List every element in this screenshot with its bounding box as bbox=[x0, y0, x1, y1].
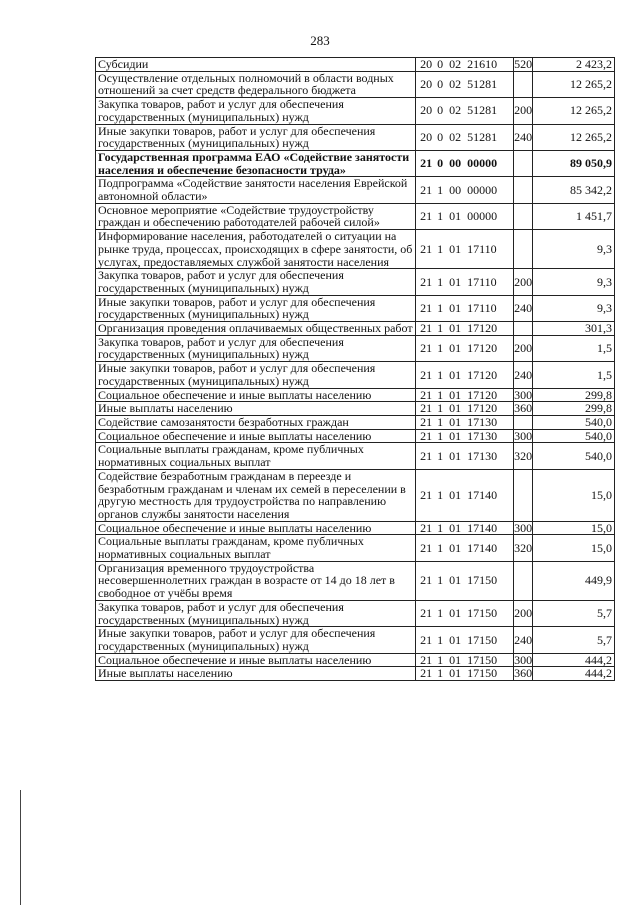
row-expense-type: 240 bbox=[514, 627, 533, 653]
row-name: Закупка товаров, работ и услуг для обеспечения государственных (муниципальных) нужд bbox=[96, 600, 416, 626]
row-name: Организация проведения оплачиваемых общественных работ bbox=[96, 322, 416, 336]
code-direction: 17110 bbox=[467, 301, 497, 315]
code-event: 01 bbox=[449, 341, 462, 356]
code-event: 01 bbox=[449, 367, 462, 382]
code-program: 21 bbox=[420, 666, 433, 681]
row-amount: 301,3 bbox=[533, 322, 615, 336]
row-name: Иные выплаты населению bbox=[96, 667, 416, 681]
code-program: 21 bbox=[420, 487, 433, 502]
code-event: 01 bbox=[449, 387, 462, 402]
code-subprogram: 1 bbox=[437, 448, 444, 463]
row-name: Информирование населения, работодателей о ситуации на рынке труда, процессах, происходящих в сфере занятости, об услугах, предоставляемых службой занятости населения bbox=[96, 230, 416, 269]
table-row bbox=[96, 71, 615, 97]
row-expense-type bbox=[514, 150, 533, 176]
row-amount: 444,2 bbox=[533, 653, 615, 667]
code-event: 01 bbox=[449, 632, 462, 647]
table-row bbox=[96, 269, 615, 295]
row-amount: 15,0 bbox=[533, 535, 615, 561]
code-subprogram: 1 bbox=[437, 428, 444, 443]
code-direction: 17130 bbox=[467, 448, 498, 463]
page-number: 283 bbox=[310, 33, 330, 48]
row-expense-type bbox=[514, 71, 533, 97]
row-amount: 540,0 bbox=[533, 429, 615, 443]
row-code bbox=[416, 388, 514, 402]
code-event: 02 bbox=[449, 77, 462, 92]
table-row bbox=[96, 124, 615, 150]
row-name: Социальное обеспечение и иные выплаты населению bbox=[96, 429, 416, 443]
code-direction: 00000 bbox=[467, 209, 498, 224]
code-subprogram: 0 bbox=[437, 57, 444, 71]
row-code bbox=[416, 443, 514, 469]
row-name: Закупка товаров, работ и услуг для обеспечения государственных (муниципальных) нужд bbox=[96, 335, 416, 361]
table-row bbox=[96, 362, 615, 388]
table-row bbox=[96, 203, 615, 229]
row-code bbox=[416, 150, 514, 176]
row-expense-type bbox=[514, 230, 533, 269]
table-row bbox=[96, 402, 615, 416]
row-code bbox=[416, 429, 514, 443]
row-code bbox=[416, 667, 514, 681]
code-event: 01 bbox=[449, 573, 462, 588]
row-code bbox=[416, 177, 514, 203]
table-row bbox=[96, 177, 615, 203]
code-event: 02 bbox=[449, 57, 462, 71]
row-name: Содействие безработным гражданам в переезде и безработным гражданам и членам их семей в переселении в другую местность для трудоустройства по направлению органов службы занятости населения bbox=[96, 469, 416, 521]
code-direction: 17140 bbox=[467, 520, 498, 535]
row-expense-type: 300 bbox=[514, 652, 533, 667]
row-code bbox=[416, 71, 514, 97]
row-amount: 12 265,2 bbox=[533, 71, 615, 97]
table-row bbox=[96, 429, 615, 443]
code-program: 21 bbox=[420, 448, 433, 463]
row-expense-type: 240 bbox=[514, 362, 533, 388]
row-name: Социальное обеспечение и иные выплаты населению bbox=[96, 388, 416, 402]
row-code bbox=[416, 627, 514, 653]
row-expense-type: 300 bbox=[514, 520, 533, 535]
code-subprogram: 1 bbox=[437, 573, 444, 588]
code-program: 21 bbox=[420, 182, 433, 197]
row-code bbox=[416, 269, 514, 295]
code-direction: 17150 bbox=[467, 666, 498, 681]
row-name: Социальное обеспечение и иные выплаты населению bbox=[96, 653, 416, 667]
code-program: 21 bbox=[420, 632, 433, 647]
code-subprogram: 1 bbox=[437, 666, 444, 681]
row-amount: 9,3 bbox=[533, 295, 615, 321]
code-direction: 51281 bbox=[467, 77, 498, 92]
code-program: 21 bbox=[420, 387, 433, 402]
row-amount: 540,0 bbox=[533, 415, 615, 429]
row-expense-type: 320 bbox=[514, 535, 533, 561]
row-expense-type: 240 bbox=[514, 295, 533, 321]
code-subprogram: 1 bbox=[437, 632, 444, 647]
row-name: Социальное обеспечение и иные выплаты населению bbox=[96, 521, 416, 535]
table-row bbox=[96, 322, 615, 336]
row-amount: 15,0 bbox=[533, 521, 615, 535]
row-name: Организация временного трудоустройства несовершеннолетних граждан в возрасте от 14 до 18 лет в свободное от учёбы время bbox=[96, 561, 416, 600]
code-direction: 17120 bbox=[467, 367, 498, 382]
code-program: 21 bbox=[420, 321, 433, 336]
row-expense-type: 300 bbox=[514, 387, 533, 402]
code-event: 01 bbox=[449, 448, 462, 463]
code-event: 02 bbox=[449, 103, 462, 118]
row-expense-type: 360 bbox=[514, 666, 533, 681]
code-program: 21 bbox=[420, 652, 433, 667]
code-subprogram: 1 bbox=[437, 414, 444, 429]
code-program: 21 bbox=[420, 540, 433, 555]
code-event: 01 bbox=[449, 666, 462, 681]
code-subprogram: 1 bbox=[437, 367, 444, 382]
code-event: 01 bbox=[449, 241, 462, 256]
table-row bbox=[96, 600, 615, 626]
row-expense-type: 320 bbox=[514, 443, 533, 469]
row-amount: 299,8 bbox=[533, 388, 615, 402]
code-direction: 17110 bbox=[467, 241, 497, 256]
code-event: 01 bbox=[449, 428, 462, 443]
code-program: 21 bbox=[420, 274, 433, 289]
row-code bbox=[416, 535, 514, 561]
table-row bbox=[96, 535, 615, 561]
code-direction: 17120 bbox=[467, 321, 498, 336]
code-direction: 17120 bbox=[467, 387, 498, 402]
row-code bbox=[416, 402, 514, 416]
table-row bbox=[96, 335, 615, 361]
code-subprogram: 1 bbox=[437, 652, 444, 667]
row-code bbox=[416, 521, 514, 535]
row-name: Подпрограмма «Содействие занятости населения Еврейской автономной области» bbox=[96, 177, 416, 203]
row-code bbox=[416, 600, 514, 626]
row-name: Иные закупки товаров, работ и услуг для обеспечения государственных (муниципальных) нужд bbox=[96, 627, 416, 653]
code-direction: 17150 bbox=[467, 606, 498, 621]
table-row bbox=[96, 58, 615, 72]
code-program: 20 bbox=[420, 103, 433, 118]
table-row bbox=[96, 150, 615, 176]
row-amount: 2 423,2 bbox=[533, 58, 615, 72]
row-code bbox=[416, 653, 514, 667]
code-direction: 17110 bbox=[467, 274, 497, 289]
code-direction: 00000 bbox=[467, 156, 498, 171]
code-program: 21 bbox=[420, 209, 433, 224]
table-row bbox=[96, 469, 615, 521]
table-row bbox=[96, 388, 615, 402]
budget-table bbox=[95, 57, 615, 681]
code-subprogram: 1 bbox=[437, 487, 444, 502]
row-code bbox=[416, 203, 514, 229]
code-subprogram: 1 bbox=[437, 301, 444, 315]
code-direction: 17150 bbox=[467, 632, 498, 647]
row-expense-type: 520 bbox=[514, 57, 533, 71]
row-amount: 9,3 bbox=[533, 230, 615, 269]
code-subprogram: 1 bbox=[437, 321, 444, 336]
code-event: 01 bbox=[449, 401, 462, 416]
code-event: 01 bbox=[449, 487, 462, 502]
row-code bbox=[416, 98, 514, 124]
code-subprogram: 1 bbox=[437, 274, 444, 289]
table-row bbox=[96, 295, 615, 321]
code-program: 20 bbox=[420, 129, 433, 144]
code-event: 01 bbox=[449, 540, 462, 555]
code-subprogram: 1 bbox=[437, 241, 444, 256]
table-row bbox=[96, 98, 615, 124]
code-program: 21 bbox=[420, 414, 433, 429]
code-subprogram: 1 bbox=[437, 209, 444, 224]
code-program: 21 bbox=[420, 341, 433, 356]
row-expense-type: 300 bbox=[514, 428, 533, 443]
row-amount: 444,2 bbox=[533, 667, 615, 681]
code-program: 21 bbox=[420, 573, 433, 588]
code-direction: 17150 bbox=[467, 573, 498, 588]
code-subprogram: 0 bbox=[437, 129, 444, 144]
row-code bbox=[416, 362, 514, 388]
row-name: Иные закупки товаров, работ и услуг для обеспечения государственных (муниципальных) нужд bbox=[96, 295, 416, 321]
row-code bbox=[416, 561, 514, 600]
row-code bbox=[416, 58, 514, 72]
code-event: 01 bbox=[449, 274, 462, 289]
margin-line bbox=[20, 790, 21, 905]
code-event: 00 bbox=[449, 182, 462, 197]
row-expense-type: 200 bbox=[514, 98, 533, 124]
code-subprogram: 1 bbox=[437, 182, 444, 197]
row-name: Иные закупки товаров, работ и услуг для обеспечения государственных (муниципальных) нужд bbox=[96, 124, 416, 150]
row-amount: 89 050,9 bbox=[533, 150, 615, 176]
code-program: 21 bbox=[420, 156, 433, 171]
code-subprogram: 1 bbox=[437, 341, 444, 356]
row-code bbox=[416, 124, 514, 150]
row-amount: 5,7 bbox=[533, 627, 615, 653]
row-code bbox=[416, 335, 514, 361]
table-row bbox=[96, 521, 615, 535]
row-amount: 1 451,7 bbox=[533, 203, 615, 229]
code-subprogram: 0 bbox=[437, 103, 444, 118]
row-expense-type: 240 bbox=[514, 124, 533, 150]
code-subprogram: 1 bbox=[437, 520, 444, 535]
row-expense-type bbox=[514, 177, 533, 203]
code-event: 01 bbox=[449, 301, 462, 315]
row-name: Осуществление отдельных полномочий в области водных отношений за счет средств федерального бюджета bbox=[96, 71, 416, 97]
row-name: Иные выплаты населению bbox=[96, 402, 416, 416]
code-subprogram: 1 bbox=[437, 387, 444, 402]
code-direction: 17140 bbox=[467, 540, 498, 555]
row-amount: 85 342,2 bbox=[533, 177, 615, 203]
row-code bbox=[416, 322, 514, 336]
table-row bbox=[96, 415, 615, 429]
code-direction: 17140 bbox=[467, 487, 498, 502]
table-row bbox=[96, 653, 615, 667]
row-name: Основное мероприятие «Содействие трудоустройству граждан и обеспечению работодателей рабочей силой» bbox=[96, 203, 416, 229]
table-row bbox=[96, 627, 615, 653]
row-expense-type: 200 bbox=[514, 269, 533, 295]
code-direction: 51281 bbox=[467, 129, 498, 144]
row-expense-type bbox=[514, 203, 533, 229]
code-program: 21 bbox=[420, 301, 433, 315]
row-code bbox=[416, 295, 514, 321]
row-amount: 12 265,2 bbox=[533, 98, 615, 124]
code-direction: 17150 bbox=[467, 652, 498, 667]
code-subprogram: 1 bbox=[437, 401, 444, 416]
code-subprogram: 0 bbox=[437, 77, 444, 92]
row-expense-type bbox=[514, 322, 533, 336]
row-expense-type: 360 bbox=[514, 401, 533, 416]
budget-table-body bbox=[96, 58, 615, 681]
row-amount: 540,0 bbox=[533, 443, 615, 469]
row-name: Социальные выплаты гражданам, кроме публичных нормативных социальных выплат bbox=[96, 443, 416, 469]
code-subprogram: 1 bbox=[437, 606, 444, 621]
code-program: 21 bbox=[420, 367, 433, 382]
code-direction: 17120 bbox=[467, 401, 498, 416]
code-program: 21 bbox=[420, 241, 433, 256]
row-name: Закупка товаров, работ и услуг для обеспечения государственных (муниципальных) нужд bbox=[96, 98, 416, 124]
row-amount: 9,3 bbox=[533, 269, 615, 295]
code-program: 21 bbox=[420, 606, 433, 621]
code-event: 01 bbox=[449, 652, 462, 667]
code-event: 01 bbox=[449, 414, 462, 429]
code-event: 01 bbox=[449, 321, 462, 336]
code-direction: 17130 bbox=[467, 414, 498, 429]
row-amount: 12 265,2 bbox=[533, 124, 615, 150]
code-direction: 17130 bbox=[467, 428, 498, 443]
row-name: Иные закупки товаров, работ и услуг для обеспечения государственных (муниципальных) нужд bbox=[96, 362, 416, 388]
row-expense-type: 200 bbox=[514, 600, 533, 626]
row-amount: 1,5 bbox=[533, 362, 615, 388]
row-expense-type bbox=[514, 469, 533, 521]
table-row bbox=[96, 230, 615, 269]
code-event: 01 bbox=[449, 606, 462, 621]
code-subprogram: 1 bbox=[437, 540, 444, 555]
row-amount: 299,8 bbox=[533, 402, 615, 416]
row-name: Субсидии bbox=[96, 58, 416, 72]
code-direction: 21610 bbox=[467, 57, 498, 71]
table-row bbox=[96, 667, 615, 681]
table-row bbox=[96, 443, 615, 469]
code-direction: 00000 bbox=[467, 182, 498, 197]
code-event: 02 bbox=[449, 129, 462, 144]
row-name: Закупка товаров, работ и услуг для обеспечения государственных (муниципальных) нужд bbox=[96, 269, 416, 295]
code-program: 21 bbox=[420, 428, 433, 443]
code-subprogram: 0 bbox=[437, 156, 444, 171]
code-event: 01 bbox=[449, 520, 462, 535]
row-name: Государственная программа ЕАО «Содействие занятости населения и обеспечение безопасности труда» bbox=[96, 150, 416, 176]
code-event: 01 bbox=[449, 209, 462, 224]
code-program: 21 bbox=[420, 401, 433, 416]
code-program: 20 bbox=[420, 77, 433, 92]
code-program: 20 bbox=[420, 57, 433, 71]
code-program: 21 bbox=[420, 520, 433, 535]
code-direction: 17120 bbox=[467, 341, 498, 356]
code-direction: 51281 bbox=[467, 103, 498, 118]
row-amount: 1,5 bbox=[533, 335, 615, 361]
row-name: Содействие самозанятости безработных граждан bbox=[96, 415, 416, 429]
row-expense-type bbox=[514, 415, 533, 429]
row-code bbox=[416, 469, 514, 521]
row-amount: 449,9 bbox=[533, 561, 615, 600]
row-expense-type bbox=[514, 561, 533, 600]
row-name: Социальные выплаты гражданам, кроме публичных нормативных социальных выплат bbox=[96, 535, 416, 561]
row-amount: 5,7 bbox=[533, 600, 615, 626]
row-amount: 15,0 bbox=[533, 469, 615, 521]
row-code bbox=[416, 230, 514, 269]
row-code bbox=[416, 415, 514, 429]
code-event: 00 bbox=[449, 156, 462, 171]
row-expense-type: 200 bbox=[514, 335, 533, 361]
table-row bbox=[96, 561, 615, 600]
